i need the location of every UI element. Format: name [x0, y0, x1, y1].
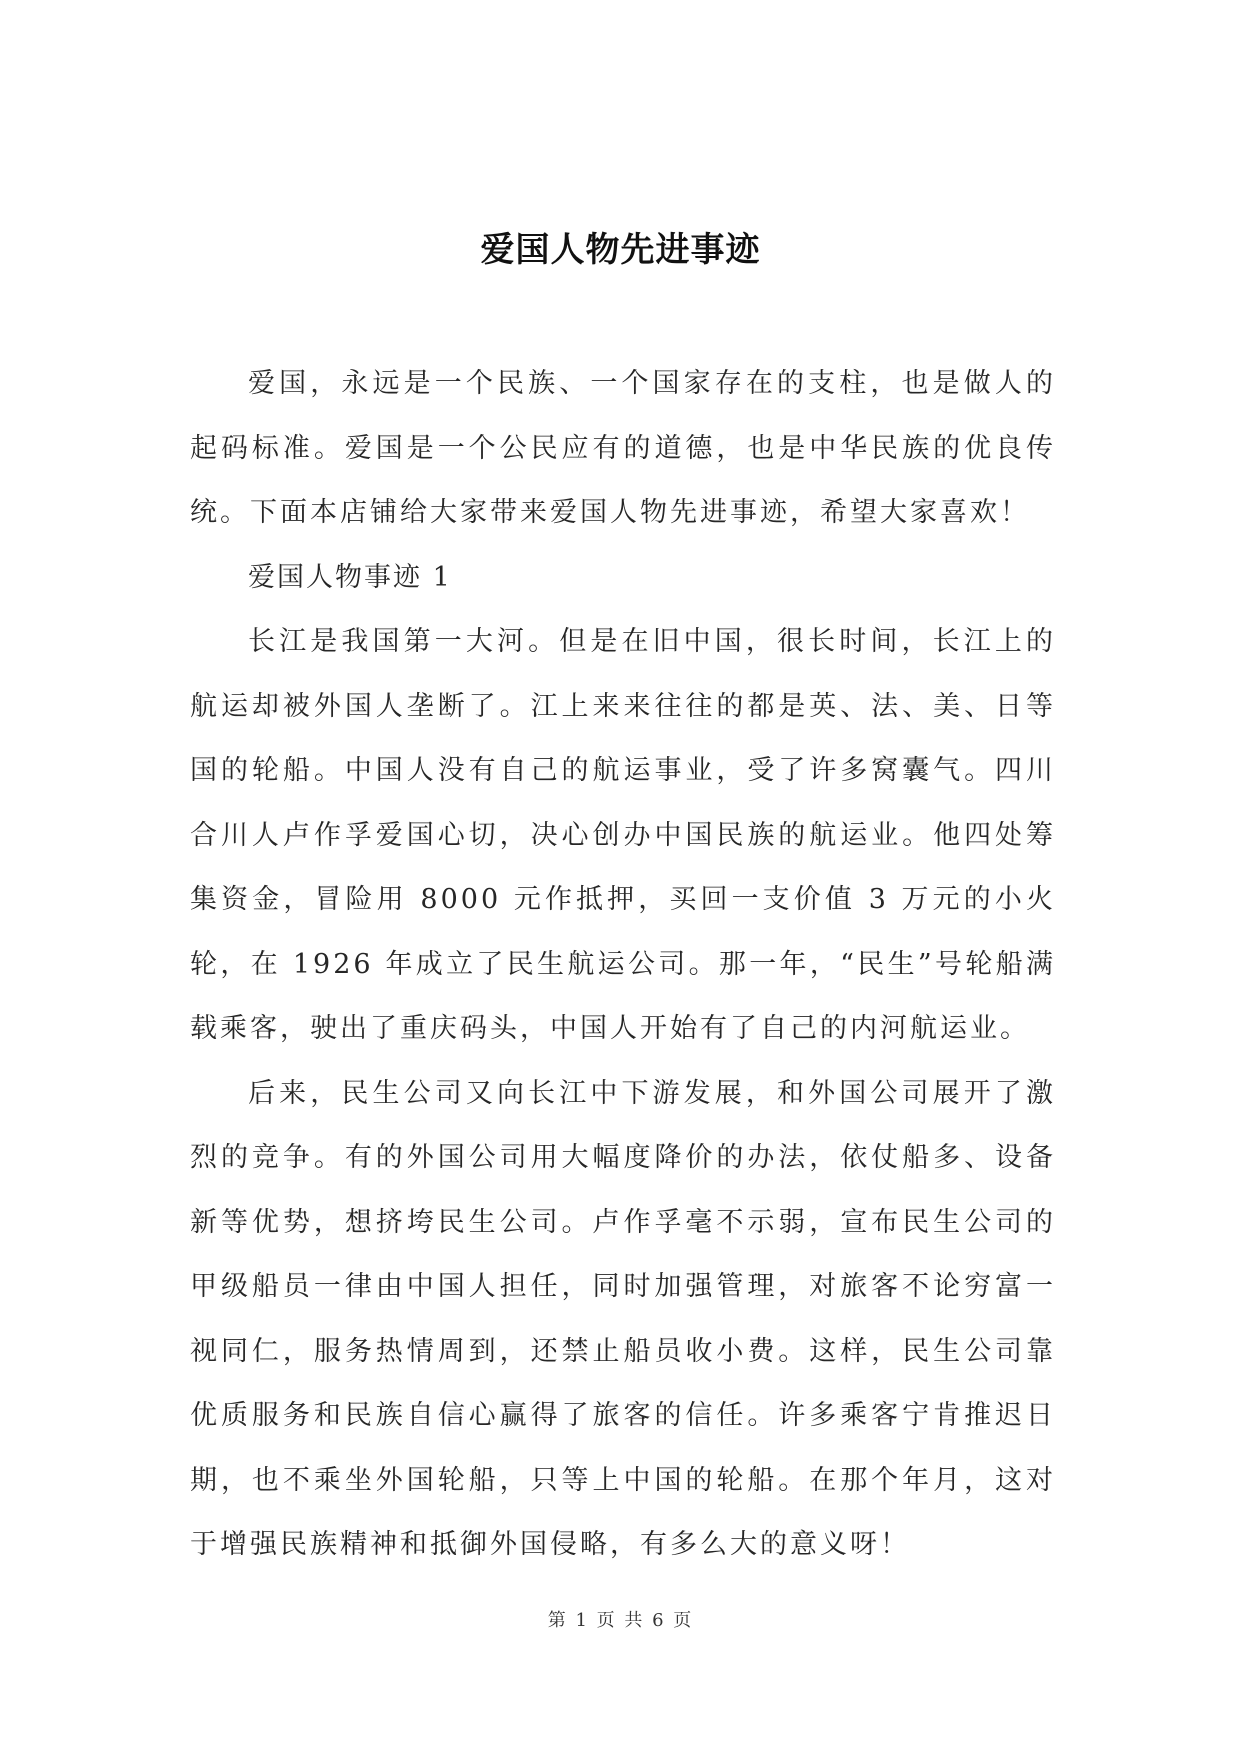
intro-paragraph: 爱国，永远是一个民族、一个国家存在的支柱，也是做人的起码标准。爱国是一个公民应有的道德，也是中华民族的优良传统。下面本店铺给大家带来爱国人物先进事迹，希望大家喜欢！ [190, 368, 1056, 528]
body-paragraph: 后来，民生公司又向长江中下游发展，和外国公司展开了激烈的竞争。有的外国公司用大幅度降价的办法，依仗船多、设备新等优势，想挤垮民生公司。卢作孚毫不示弱，宣布民生公司的甲级船员一律由中国人担任，同时加强管理，对旅客不论穷富一视同仁，服务热情周到，还禁止船员收小费。这样，民生公司靠优质服务和民族自信心赢得了旅客的信任。许多乘客宁肯推迟日期，也不乘坐外国轮船，只等上中国的轮船。在那个年月，这对于增强民族精神和抵御外国侵略，有多么大的意义呀！ [190, 1077, 1056, 1560]
document-title: 爱国人物先进事迹 [480, 230, 761, 270]
document-body [190, 352, 1056, 1578]
page-number-footer: 第 1 页 共 6 页 [547, 1610, 694, 1631]
body-paragraph: 长江是我国第一大河。但是在旧中国，很长时间，长江上的航运却被外国人垄断了。江上来来往往的都是英、法、美、日等国的轮船。中国人没有自己的航运事业，受了许多窝囊气。四川合川人卢作孚爱国心切，决心创办中国民族的航运业。他四处筹集资金，冒险用 8000 元作抵押，买回一支价值 3 万元的小火轮，在 1926 年成立了民生航运公司。那一年，“民生”号轮船满载乘客，驶出了重庆码头，中国人开始有了自己的内河航运业。 [190, 626, 1056, 1044]
section-heading: 爱国人物事迹 1 [248, 561, 452, 593]
